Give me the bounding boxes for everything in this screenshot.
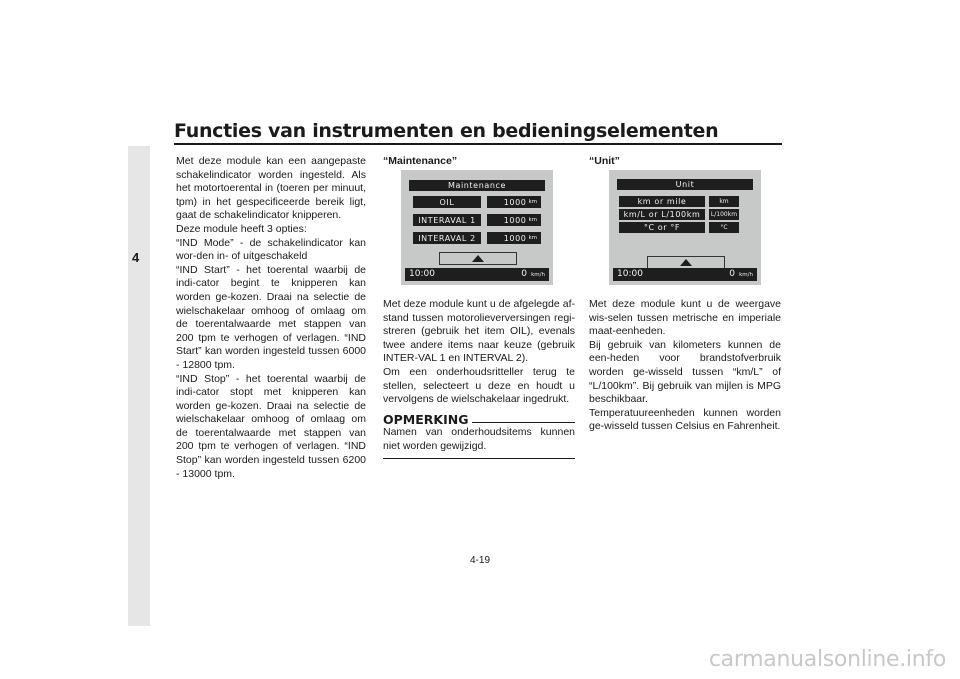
display-row-label: °C or °F	[619, 222, 705, 233]
page-number: 4-19	[469, 555, 490, 566]
paragraph: Met deze module kunt u de weergave wis-selen tussen metrische en imperiale maat-eenheden.	[589, 298, 781, 338]
display-row-label: INTERAVAL 2	[413, 232, 481, 244]
display-speed: 0	[729, 269, 735, 279]
column-maintenance	[383, 155, 575, 169]
display-clock: 10:00	[409, 269, 435, 279]
display-row-label: km or mile	[619, 196, 705, 207]
scroll-up-indicator	[439, 252, 517, 265]
column-maintenance-text	[383, 298, 575, 459]
title-rule	[174, 143, 782, 145]
display-row-value: 1000 km	[487, 214, 541, 226]
paragraph: Om een onderhoudsritteller terug te stellen, selecteert u deze en houdt u vervolgens de wielschakelaar ingedrukt.	[383, 365, 575, 406]
paragraph: Met deze module kan een aangepaste schakelindicator worden ingesteld. Als het motortoerental in (toeren per minuut, tpm) in het gespecificeerde bereik ligt, gaat de schakelindicator knipperen.	[176, 155, 366, 222]
column-unit-text	[589, 298, 781, 434]
display-status-bar	[405, 268, 549, 281]
section-heading: “Maintenance”	[383, 155, 458, 167]
triangle-up-icon	[680, 259, 692, 266]
watermark: carmanualsonline.info	[708, 647, 946, 672]
chapter-number: 4	[132, 250, 140, 265]
display-row-label: INTERAVAL 1	[413, 214, 481, 226]
display-title: Unit	[617, 179, 753, 190]
paragraph: Temperatuureenheden kunnen worden ge-wisseld tussen Celsius en Fahrenheit.	[589, 406, 781, 433]
display-row-value: 1000 km	[487, 196, 541, 208]
paragraph: Bij gebruik van kilometers kunnen de een-heden voor brandstofverbruik worden ge-wisseld tussen “km/L” of “L/100km”. Bij gebruik van mijlen is MPG beschikbaar.	[589, 338, 781, 406]
section-heading: “Unit”	[589, 155, 620, 167]
unit-display	[609, 170, 761, 285]
display-title: Maintenance	[409, 180, 545, 191]
display-status-bar	[613, 268, 757, 281]
column-ind	[176, 155, 366, 481]
paragraph: Deze module heeft 3 opties:	[176, 222, 307, 235]
note-title: OPMERKING	[383, 411, 469, 427]
note-rule	[472, 422, 575, 423]
display-row-value: 1000 km	[487, 232, 541, 244]
display-speed: 0	[521, 269, 527, 279]
paragraph: Met deze module kunt u de afgelegde af-stand tussen motorolieverversingen regi-streren (gebruik het item OIL), evenals twee andere items naar keuze (gebruik INTER-VAL 1 en INTERVAL 2).	[383, 298, 575, 365]
display-speed-unit: km/h	[531, 272, 545, 278]
note-header	[383, 413, 575, 427]
column-unit	[589, 155, 781, 169]
display-row-value: °C	[709, 222, 739, 233]
note-end-rule	[383, 458, 575, 459]
maintenance-display	[401, 170, 553, 285]
display-row-label: km/L or L/100km	[619, 209, 705, 220]
page-title: Functies van instrumenten en bedieningselementen	[174, 120, 719, 142]
display-speed-unit: km/h	[739, 272, 753, 278]
paragraph: “IND Start” - het toerental waarbij de indi-cator begint te knipperen kan worden ge-kozen. Draai na selectie de wielschakelaar omhoog of omlaag om de toerentalwaarde met stappen van 200 tpm te verhogen of verlagen. “IND Start” kan worden ingesteld tussen 6000 - 12800 tpm.	[176, 263, 366, 371]
paragraph: “IND Stop” - het toerental waarbij de indi-cator stopt met knipperen kan worden ge-kozen. Draai na selectie de wielschakelaar omhoog of omlaag om de toerentalwaarde met stappen van 200 tpm te verhogen of verlagen. “IND Stop” kan worden ingesteld tussen 6200 - 13000 tpm.	[176, 372, 366, 480]
display-row-value: L/100km	[710, 211, 738, 218]
note-text: Namen van onderhoudsitems kunnen niet worden gewijzigd.	[383, 426, 575, 452]
chapter-tab	[128, 146, 150, 626]
display-row-label: OIL	[413, 196, 481, 208]
display-row-value: km	[709, 196, 739, 207]
paragraph: “IND Mode” - de schakelindicator kan wor-den in- of uitgeschakeld	[176, 236, 366, 263]
triangle-up-icon	[472, 255, 484, 262]
display-clock: 10:00	[617, 269, 643, 279]
